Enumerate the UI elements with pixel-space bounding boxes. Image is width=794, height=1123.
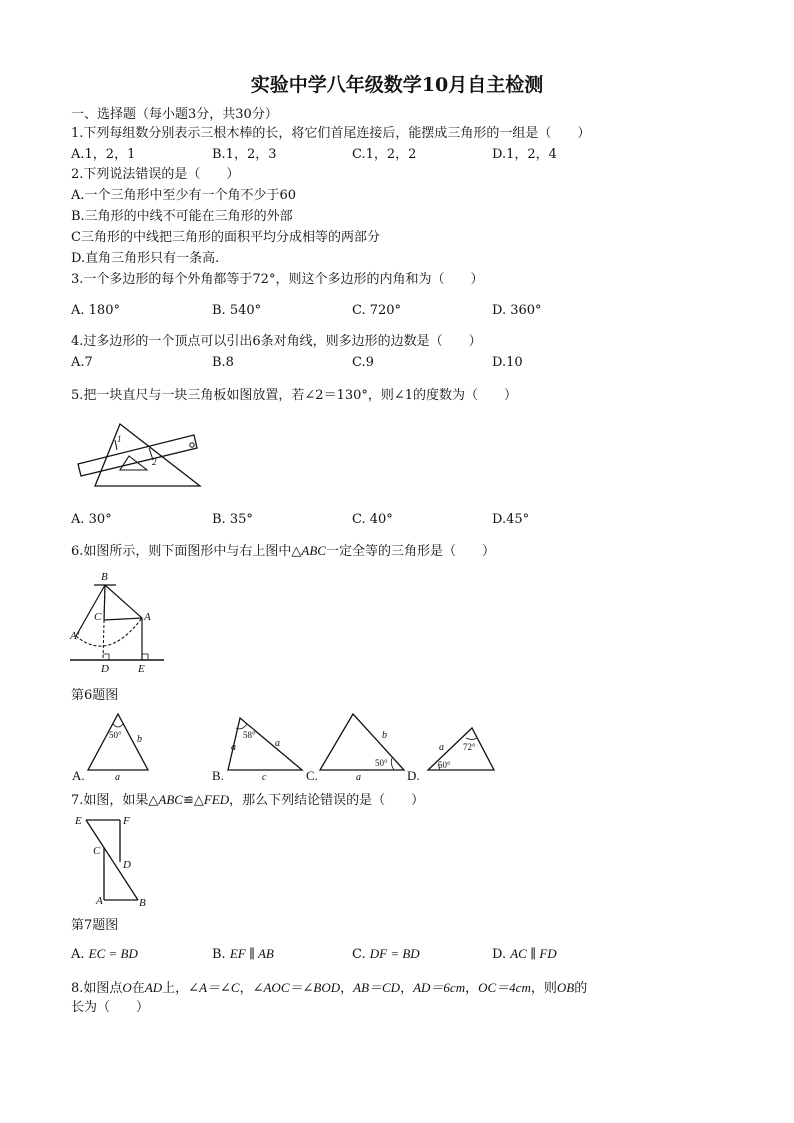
q4-option-a[interactable]: A.7 — [71, 355, 93, 370]
q4-stem: 4.过多边形的一个顶点可以引出6条对角线，则多边形的边数是（ ） — [71, 334, 482, 349]
q7-label-c: C — [93, 845, 101, 857]
q1-stem: 1.下列每组数分别表示三根木棒的长，将它们首尾连接后，能摆成三角形的一组是（ ） — [71, 126, 591, 141]
q5-option-b[interactable]: B. 35° — [212, 512, 253, 527]
q6-b-angle: 58° — [243, 730, 256, 740]
q7-option-d-prefix: D. — [492, 947, 511, 962]
q7-option-c-prefix: C. — [352, 947, 370, 962]
q3-option-a[interactable]: A. 180° — [71, 303, 120, 318]
q5-option-d[interactable]: D.45° — [492, 512, 530, 527]
q7-label-a: A — [96, 895, 103, 907]
q7-stem-a: 7.如图，如果△ — [71, 793, 159, 808]
q8-stem-line1 — [71, 980, 587, 997]
q6-b-side-c: c — [262, 772, 267, 783]
q6-a-angle: 50° — [109, 730, 122, 740]
q6-stem-abc: ABC — [301, 543, 326, 558]
q7-label-d: D — [123, 859, 131, 871]
q6-c-angle: 50° — [375, 758, 388, 768]
q6-segment — [104, 618, 142, 620]
q6-figure-caption: 第6题图 — [71, 688, 119, 703]
q1-option-b[interactable]: B.1，2，3 — [212, 147, 277, 162]
q5-option-a[interactable]: A. 30° — [71, 512, 112, 527]
q6-option-triangles[interactable] — [70, 708, 510, 786]
q6-a-side-a: a — [115, 772, 120, 783]
q3-stem: 3.一个多边形的每个外角都等于72°，则这个多边形的内角和为（ ） — [71, 272, 484, 287]
page-title: 实验中学八年级数学10月自主检测 — [250, 74, 544, 96]
q2-option-b[interactable]: B.三角形的中线不可能在三角形的外部 — [71, 209, 293, 224]
q8-stem-line2: 长为（ ） — [71, 1000, 150, 1015]
q4-option-d[interactable]: D.10 — [492, 355, 523, 370]
q7-stem-cong: ≌△ — [182, 793, 204, 808]
q5-ruler-hole — [190, 443, 194, 447]
q7-label-e: E — [75, 815, 82, 827]
q6-b-side-a-right: a — [275, 738, 280, 749]
q6-right-angle — [142, 654, 148, 660]
q5-label-1: 1 — [117, 434, 122, 444]
q7-stem-tri1: ABC — [158, 792, 183, 807]
q6-b-side-a-left: a — [231, 742, 236, 753]
q8-text: 在 — [131, 981, 145, 996]
q1-option-a[interactable]: A.1，2，1 — [71, 147, 136, 162]
q8-cond-1: ∠A＝∠C — [188, 980, 240, 995]
q8-cond-4: AD＝6cm — [413, 980, 466, 995]
q3-option-d[interactable]: D. 360° — [492, 303, 542, 318]
q6-a-side-b: b — [137, 734, 142, 745]
q7-option-b[interactable] — [212, 946, 274, 963]
q7-option-b-expr: EF ∥ AB — [229, 946, 274, 961]
q5-stem: 5.把一块直尺与一块三角板如图放置，若∠2＝130°，则∠1的度数为（ ） — [71, 388, 518, 403]
q3-option-c[interactable]: C. 720° — [352, 303, 402, 318]
q2-stem: 2.下列说法错误的是（ ） — [71, 167, 240, 182]
q1-option-c[interactable]: C.1，2，2 — [352, 147, 417, 162]
q5-label-2: 2 — [152, 457, 157, 467]
q8-sep: ， — [239, 981, 253, 996]
q8-text: ，则 — [530, 981, 557, 996]
q6-angle-mark — [391, 758, 394, 770]
q2-option-a[interactable]: A.一个三角形中至少有一个角不少于60 — [71, 188, 297, 203]
q6-arc — [76, 618, 142, 646]
q1-option-d[interactable]: D.1，2，4 — [492, 147, 557, 162]
q6-right-angle — [103, 654, 109, 660]
q6-stem-b: 一定全等的三角形是（ ） — [325, 544, 495, 559]
q5-option-c[interactable]: C. 40° — [352, 512, 393, 527]
section-heading: 一、选择题（每小题3分，共30分） — [71, 107, 278, 122]
q7-stem — [71, 792, 424, 809]
q8-text: 8.如图点 — [71, 981, 123, 996]
q6-label-b: B — [101, 571, 108, 583]
q2-option-c[interactable]: C三角形的中线把三角形的面积平均分成相等的两部分 — [71, 230, 380, 245]
q8-cond-3: AB＝CD — [353, 980, 401, 995]
q8-cond-5: OC＝4cm — [478, 980, 531, 995]
q6-angle-mark — [113, 724, 123, 727]
q7-option-d-expr: AC ∥ FD — [510, 946, 557, 961]
q6-d-angle-72: 72° — [463, 742, 476, 752]
q7-option-b-prefix: B. — [212, 947, 230, 962]
q7-option-d[interactable] — [492, 946, 557, 963]
q6-option-letter-d: D. — [407, 768, 420, 783]
q6-label-a2: A' — [70, 630, 80, 642]
q8-point-o: O — [122, 980, 132, 995]
q6-option-letter-c: C. — [306, 768, 318, 783]
q6-segment — [104, 585, 105, 620]
q6-d-angle-50: 50° — [438, 760, 451, 770]
q7-option-a-expr: EC = BD — [88, 946, 138, 961]
q8-segment-ad: AD — [144, 980, 163, 995]
q5-figure — [75, 418, 210, 493]
q7-option-a[interactable] — [71, 946, 138, 963]
q6-label-d: D — [101, 663, 109, 675]
q3-option-b[interactable]: B. 540° — [212, 303, 262, 318]
q7-option-c-expr: DF = BD — [369, 946, 420, 961]
q7-figure — [72, 812, 152, 908]
q6-option-letter-b: B. — [212, 768, 224, 783]
q8-sep: ， — [465, 981, 479, 996]
q5-set-square — [95, 424, 200, 486]
q8-text: 上， — [162, 981, 189, 996]
q7-option-a-prefix: A. — [71, 947, 89, 962]
q4-option-b[interactable]: B.8 — [212, 355, 234, 370]
q6-label-e: E — [138, 663, 145, 675]
q6-stem-a: 6.如图所示，则下面图形中与右上图中△ — [71, 544, 302, 559]
q6-stem — [71, 543, 495, 560]
q6-c-side-b: b — [382, 730, 387, 741]
q6-label-c: C — [94, 611, 102, 623]
q6-c-side-a: a — [356, 772, 361, 783]
q8-sep: ， — [340, 981, 354, 996]
q7-label-f: F — [123, 815, 130, 827]
q7-option-c[interactable] — [352, 946, 420, 963]
q6-option-letter-a: A. — [72, 768, 85, 783]
q6-angle-mark — [466, 738, 477, 740]
q8-cond-2: ∠AOC＝∠BOD — [252, 980, 341, 995]
q7-figure-caption: 第7题图 — [71, 918, 119, 933]
q8-text: 的 — [574, 981, 588, 996]
q7-label-b: B — [139, 897, 146, 909]
q6-triangle-b — [228, 718, 302, 770]
q6-figure — [68, 568, 168, 674]
q7-stem-b: ，那么下列结论错误的是（ ） — [229, 793, 425, 808]
q8-segment-ob: OB — [556, 980, 575, 995]
q6-segment — [105, 585, 142, 660]
q4-option-c[interactable]: C.9 — [352, 355, 374, 370]
q6-d-side-a: a — [439, 742, 444, 753]
q7-stem-tri2: FED — [203, 792, 230, 807]
q6-label-a: A — [144, 611, 151, 623]
q8-sep: ， — [400, 981, 414, 996]
q2-option-d[interactable]: D.直角三角形只有一条高. — [71, 251, 220, 266]
